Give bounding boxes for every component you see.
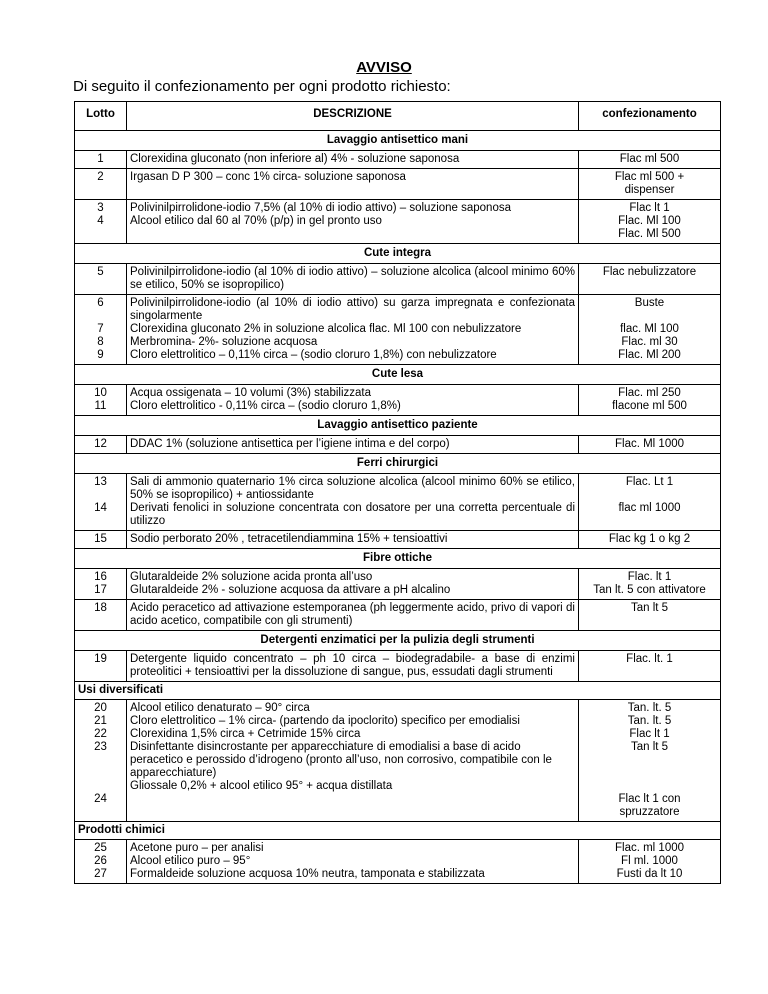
table-row bbox=[75, 569, 721, 600]
section-title: Prodotti chimici bbox=[75, 822, 721, 840]
lotto-number-line: 23 bbox=[94, 741, 107, 753]
table-row bbox=[75, 600, 721, 631]
packaging: Flac. lt. 1 bbox=[579, 651, 721, 682]
description-line: Sali di ammonio quaternario 1% circa soluzione alcolica (alcool minimo 60% se etilico, 50% se isopropilico) + antiossidante bbox=[130, 476, 575, 501]
table-row bbox=[75, 151, 721, 169]
packaging bbox=[579, 474, 721, 531]
table-row bbox=[75, 700, 721, 822]
packaging-line: flac ml 1000 bbox=[618, 502, 681, 514]
table-row bbox=[75, 474, 721, 531]
table-row bbox=[75, 651, 721, 682]
description-line: Disinfettante disincrostante per apparecchiature di emodialisi a base di acido peracetico e perossido d’idrogeno (pronto all’uso, non corrosivo, compatibile con le apparecchiature) bbox=[130, 741, 552, 779]
packaging-line: spruzzatore bbox=[619, 806, 680, 818]
lotto-number-line: 4 bbox=[97, 215, 104, 227]
page-subtitle: Di seguito il confezionamento per ogni prodotto richiesto: bbox=[73, 78, 451, 95]
packaging bbox=[579, 200, 721, 244]
header-lotto: Lotto bbox=[75, 102, 127, 131]
lotto-number bbox=[75, 700, 127, 822]
packaging-line: dispenser bbox=[624, 184, 675, 196]
packaging-line: Tan lt 5 bbox=[630, 741, 669, 753]
description-line: Alcool etilico denaturato – 90° circa bbox=[130, 702, 310, 714]
lotto-number: 12 bbox=[75, 436, 127, 454]
packaging bbox=[579, 840, 721, 884]
lotto-number: 15 bbox=[75, 531, 127, 549]
description bbox=[127, 295, 579, 365]
lotto-number-line: 24 bbox=[94, 793, 107, 805]
packaging-line: Tan. lt. 5 bbox=[627, 702, 672, 714]
description-line: Clorexidina gluconato 2% in soluzione alcolica flac. Ml 100 con nebulizzatore bbox=[130, 323, 522, 335]
packaging-line: Flac lt 1 bbox=[629, 202, 670, 214]
packaging-line: Flac. Lt 1 bbox=[625, 476, 674, 488]
lotto-number-line: 8 bbox=[97, 336, 104, 348]
description bbox=[127, 700, 579, 822]
section-row bbox=[75, 682, 721, 700]
description: Irgasan D P 300 – conc 1% circa- soluzione saponosa bbox=[127, 169, 579, 200]
packaging bbox=[579, 385, 721, 416]
lotto-number bbox=[75, 840, 127, 884]
packaging-line: flacone ml 500 bbox=[612, 400, 687, 412]
table-header-row bbox=[75, 102, 721, 131]
table-row bbox=[75, 295, 721, 365]
description: Detergente liquido concentrato – ph 10 circa – biodegradabile- a base di enzimi proteolitici + tensioattivi per la dissoluzione di sangue, pus, essudati dagli strumenti bbox=[127, 651, 579, 682]
section-title: Fibre ottiche bbox=[75, 549, 721, 569]
page-title: AVVISO bbox=[356, 59, 412, 76]
packaging-line: Flac. Ml 200 bbox=[618, 349, 681, 361]
lotto-number-line: 7 bbox=[97, 323, 104, 335]
section-title: Lavaggio antisettico mani bbox=[75, 131, 721, 151]
packaging bbox=[579, 569, 721, 600]
section-row bbox=[75, 365, 721, 385]
packaging: Flac ml 500 bbox=[579, 151, 721, 169]
lotto-number-line: 11 bbox=[94, 400, 107, 412]
description-line: Polivinilpirrolidone-iodio 7,5% (al 10% di iodio attivo) – soluzione saponosa bbox=[130, 202, 511, 214]
description-line: Alcool etilico dal 60 al 70% (p/p) in gel pronto uso bbox=[130, 215, 382, 227]
lotto-number: 5 bbox=[75, 264, 127, 295]
description bbox=[127, 385, 579, 416]
lotto-number-line: 9 bbox=[97, 349, 104, 361]
lotto-number-line: 6 bbox=[97, 297, 104, 309]
section-row bbox=[75, 454, 721, 474]
description bbox=[127, 200, 579, 244]
packaging-line: Flac. lt 1 bbox=[627, 571, 672, 583]
table-row bbox=[75, 169, 721, 200]
section-row bbox=[75, 631, 721, 651]
description bbox=[127, 840, 579, 884]
description-line: Merbromina- 2%- soluzione acquosa bbox=[130, 336, 318, 348]
description-line: Clorexidina 1,5% circa + Cetrimide 15% circa bbox=[130, 728, 361, 740]
lotto-number-line: 20 bbox=[94, 702, 107, 714]
description: Acido peracetico ad attivazione estemporanea (ph leggermente acido, privo di vapori di acido acetico, compatibile con gli strumenti) bbox=[127, 600, 579, 631]
description: Clorexidina gluconato (non inferiore al) 4% - soluzione saponosa bbox=[127, 151, 579, 169]
packaging bbox=[579, 169, 721, 200]
packaging-line: Tan. lt. 5 bbox=[627, 715, 672, 727]
section-title: Cute integra bbox=[75, 244, 721, 264]
section-row bbox=[75, 131, 721, 151]
packaging-line: Flac ml 500 + bbox=[614, 171, 685, 183]
packaging-line: Flac lt 1 con bbox=[618, 793, 681, 805]
packaging bbox=[579, 295, 721, 365]
packaging bbox=[579, 700, 721, 822]
lotto-number-line: 22 bbox=[94, 728, 107, 740]
header-confezionamento: confezionamento bbox=[579, 102, 721, 131]
section-title: Lavaggio antisettico paziente bbox=[75, 416, 721, 436]
section-row bbox=[75, 822, 721, 840]
lotto-number: 1 bbox=[75, 151, 127, 169]
section-title: Detergenti enzimatici per la pulizia degli strumenti bbox=[75, 631, 721, 651]
lotto-number bbox=[75, 385, 127, 416]
lotto-number-line: 3 bbox=[97, 202, 104, 214]
section-title: Ferri chirurgici bbox=[75, 454, 721, 474]
description: DDAC 1% (soluzione antisettica per l’igiene intima e del corpo) bbox=[127, 436, 579, 454]
packaging-line: Flac. ml 1000 bbox=[614, 842, 685, 854]
packaging: Flac nebulizzatore bbox=[579, 264, 721, 295]
description-line: Acetone puro – per analisi bbox=[130, 842, 264, 854]
packaging-line: Flac lt 1 bbox=[629, 728, 670, 740]
packaging-line: Buste bbox=[634, 297, 665, 309]
lotto-number-line: 25 bbox=[94, 842, 107, 854]
description-line: Cloro elettrolitico – 0,11% circa – (sodio cloruro 1,8%) con nebulizzatore bbox=[130, 349, 497, 361]
description bbox=[127, 569, 579, 600]
description-line: Derivati fenolici in soluzione concentrata con dosatore per una corretta percentuale di utilizzo bbox=[130, 502, 575, 527]
section-title: Cute lesa bbox=[75, 365, 721, 385]
description-line: Acqua ossigenata – 10 volumi (3%) stabilizzata bbox=[130, 387, 371, 399]
section-title: Usi diversificati bbox=[75, 682, 721, 700]
packaging: Flac kg 1 o kg 2 bbox=[579, 531, 721, 549]
lotto-number-line: 14 bbox=[94, 502, 107, 514]
lotto-number-line: 26 bbox=[94, 855, 107, 867]
lotto-number: 18 bbox=[75, 600, 127, 631]
lotto-number: 19 bbox=[75, 651, 127, 682]
lotto-number bbox=[75, 200, 127, 244]
section-row bbox=[75, 549, 721, 569]
packaging-line: Flac. ml 30 bbox=[621, 336, 678, 348]
lotto-number-line: 13 bbox=[94, 476, 107, 488]
header-descrizione: DESCRIZIONE bbox=[127, 102, 579, 131]
lotto-number: 2 bbox=[75, 169, 127, 200]
section-row bbox=[75, 244, 721, 264]
lotto-number-line: 27 bbox=[94, 868, 107, 880]
description-line: Cloro elettrolitico - 0,11% circa – (sodio cloruro 1,8%) bbox=[130, 400, 401, 412]
description: Sodio perborato 20% , tetracetilendiammina 15% + tensioattivi bbox=[127, 531, 579, 549]
description-line: Gliossale 0,2% + alcool etilico 95° + acqua distillata bbox=[130, 780, 393, 792]
section-row bbox=[75, 416, 721, 436]
packaging-line: Tan lt. 5 con attivatore bbox=[593, 584, 706, 596]
description-line: Formaldeide soluzione acquosa 10% neutra, tamponata e stabilizzata bbox=[130, 868, 485, 880]
packaging-line: Flac. ml 250 bbox=[618, 387, 681, 399]
packaging: Flac. Ml 1000 bbox=[579, 436, 721, 454]
lotto-number-line: 21 bbox=[94, 715, 107, 727]
table-row bbox=[75, 436, 721, 454]
description-line: Glutaraldeide 2% soluzione acida pronta all’uso bbox=[130, 571, 373, 583]
packaging-line: Fusti da lt 10 bbox=[616, 868, 683, 880]
description-line: Cloro elettrolitico – 1% circa- (partendo da ipoclorito) specifico per emodialisi bbox=[130, 715, 520, 727]
lotto-number bbox=[75, 569, 127, 600]
table-row bbox=[75, 200, 721, 244]
table-row bbox=[75, 385, 721, 416]
packaging-line: Fl ml. 1000 bbox=[621, 855, 678, 867]
lotto-number-line: 10 bbox=[94, 387, 107, 399]
description-line: Polivinilpirrolidone-iodio (al 10% di iodio attivo) su garza impregnata e confezionata singolarmente bbox=[130, 297, 575, 322]
packaging-line: Flac. Ml 100 bbox=[618, 215, 681, 227]
description: Polivinilpirrolidone-iodio (al 10% di iodio attivo) – soluzione alcolica (alcool minimo 60% se etilico, 50% se isopropilico) bbox=[127, 264, 579, 295]
packaging-line: flac. Ml 100 bbox=[620, 323, 679, 335]
description-line: Alcool etilico puro – 95° bbox=[130, 855, 251, 867]
packaging: Tan lt 5 bbox=[579, 600, 721, 631]
table-row bbox=[75, 840, 721, 884]
lotto-number-line: 17 bbox=[94, 584, 107, 596]
packaging-line: Flac. Ml 500 bbox=[618, 228, 681, 240]
lotto-number bbox=[75, 474, 127, 531]
product-table bbox=[74, 101, 721, 884]
lotto-number bbox=[75, 295, 127, 365]
description-line: Glutaraldeide 2% - soluzione acquosa da attivare a pH alcalino bbox=[130, 584, 451, 596]
description bbox=[127, 474, 579, 531]
table-row bbox=[75, 531, 721, 549]
table-row bbox=[75, 264, 721, 295]
lotto-number-line: 16 bbox=[94, 571, 107, 583]
